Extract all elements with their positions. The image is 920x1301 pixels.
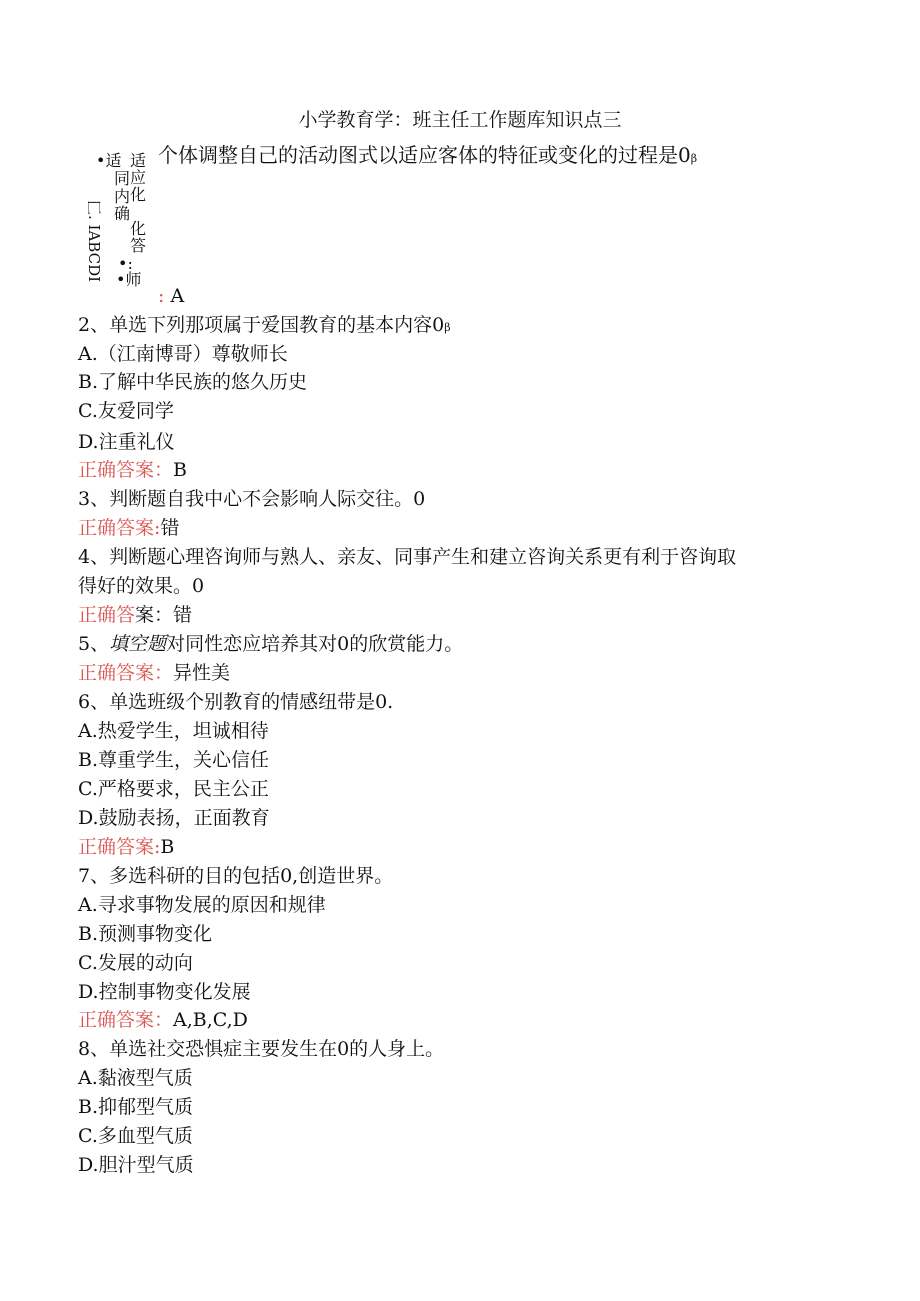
q1-answer-prefix: : <box>158 285 165 307</box>
q7-answer <box>78 1008 248 1032</box>
q4-answer-label: 正确答 <box>78 604 136 626</box>
q3-answer-label: 正确答案: <box>78 517 161 539</box>
q1-answer-value: A <box>170 285 185 307</box>
q2-option-b: B.了解中华民族的悠久历史 <box>78 371 308 393</box>
q1-garble-col1: •适 <box>96 151 122 170</box>
q6-answer-label: 正确答案: <box>78 836 161 858</box>
q6-answer-value: B <box>160 836 175 858</box>
q8-stem: 8、单选社交恐惧症主要发生在0的人身上。 <box>78 1038 445 1060</box>
q1-garble-col2: 适应 <box>130 151 147 187</box>
q2-answer-label: 正确答案： <box>78 459 174 481</box>
q8-option-b: B.抑郁型气质 <box>78 1096 194 1118</box>
q1-suffix: β <box>690 152 698 165</box>
q7-option-c: C.发展的动向 <box>78 952 193 974</box>
q4-answer <box>78 603 192 627</box>
q5-answer-value: 异性美 <box>173 662 231 684</box>
q8-option-c: C.多血型气质 <box>78 1125 193 1147</box>
q3-stem: 3、判断题自我中心不会影响人际交往。0 <box>78 488 426 510</box>
q5-stem <box>78 632 463 656</box>
q7-stem: 7、多选科研的目的包括0,创造世界。 <box>78 865 394 887</box>
q7-option-a: A.寻求事物发展的原因和规律 <box>78 894 326 916</box>
q1-garble-row: 匚. IABCDI <box>85 200 103 283</box>
q6-answer <box>78 835 174 859</box>
q8-option-a: A.黏液型气质 <box>78 1067 193 1089</box>
q5-stem-text: 对同性恋应培养其对0的欣赏能力。 <box>166 633 464 655</box>
q1-answer <box>158 284 184 308</box>
q7-answer-value: A,B,C,D <box>173 1009 248 1031</box>
q6-option-b: B.尊重学生，关心信任 <box>78 749 270 771</box>
q6-option-d: D.鼓励表扬，正面教育 <box>78 807 270 829</box>
q5-num: 5、 <box>78 633 110 655</box>
q6-option-c: C.严格要求，民主公正 <box>78 778 269 800</box>
q2-stem-text: 2、单选下列那项属于爱国教育的基本内容0 <box>78 314 445 336</box>
q6-option-a: A.热爱学生，坦诚相待 <box>78 720 269 742</box>
q4-stem-line2: 得好的效果。0 <box>78 575 205 597</box>
q4-answer-label-tail: 案： <box>135 604 174 626</box>
q2-answer <box>78 458 187 482</box>
q7-option-b: B.预测事物变化 <box>78 923 213 945</box>
q1-garble-dot2: •师 <box>116 270 142 289</box>
q1-garble-col5: 化答 <box>130 219 147 255</box>
q6-stem: 6、单选班级个别教育的情感纽带是0. <box>78 691 394 713</box>
q5-answer <box>78 661 230 685</box>
q2-answer-value: B <box>173 459 187 481</box>
q2-option-d: D.注重礼仪 <box>78 431 175 453</box>
q8-option-d: D.胆汁型气质 <box>78 1154 194 1176</box>
q7-option-d: D.控制事物变化发展 <box>78 981 251 1003</box>
document-title: 小学教育学：班主任工作题库知识点三 <box>298 109 622 131</box>
q2-option-a: A.（江南博哥）尊敬师长 <box>78 343 288 365</box>
q4-stem-line1: 4、判断题心理咨询师与熟人、亲友、同事产生和建立咨询关系更有利于咨询取 <box>78 546 737 568</box>
q5-answer-label: 正确答案： <box>78 662 174 684</box>
q3-answer <box>78 516 179 540</box>
q1-garble-col4: 内确 <box>114 187 131 223</box>
q1-stem <box>158 142 697 172</box>
q1-garble-dot1: •: <box>118 254 133 273</box>
q1-garble-col3: 化 <box>130 185 147 204</box>
q1-text: 个体调整自己的活动图式以适应客体的特征或变化的过程是0 <box>158 143 691 167</box>
q7-answer-label: 正确答案： <box>78 1009 174 1031</box>
q2-stem <box>78 313 451 340</box>
q2-suffix: β <box>444 321 451 334</box>
q1-garble-col1b: 同 <box>114 169 131 188</box>
q3-answer-value: 错 <box>160 517 180 539</box>
q5-type: 填空题 <box>109 633 167 655</box>
q4-answer-value: 错 <box>173 604 193 626</box>
q2-option-c: C.友爱同学 <box>78 400 174 422</box>
